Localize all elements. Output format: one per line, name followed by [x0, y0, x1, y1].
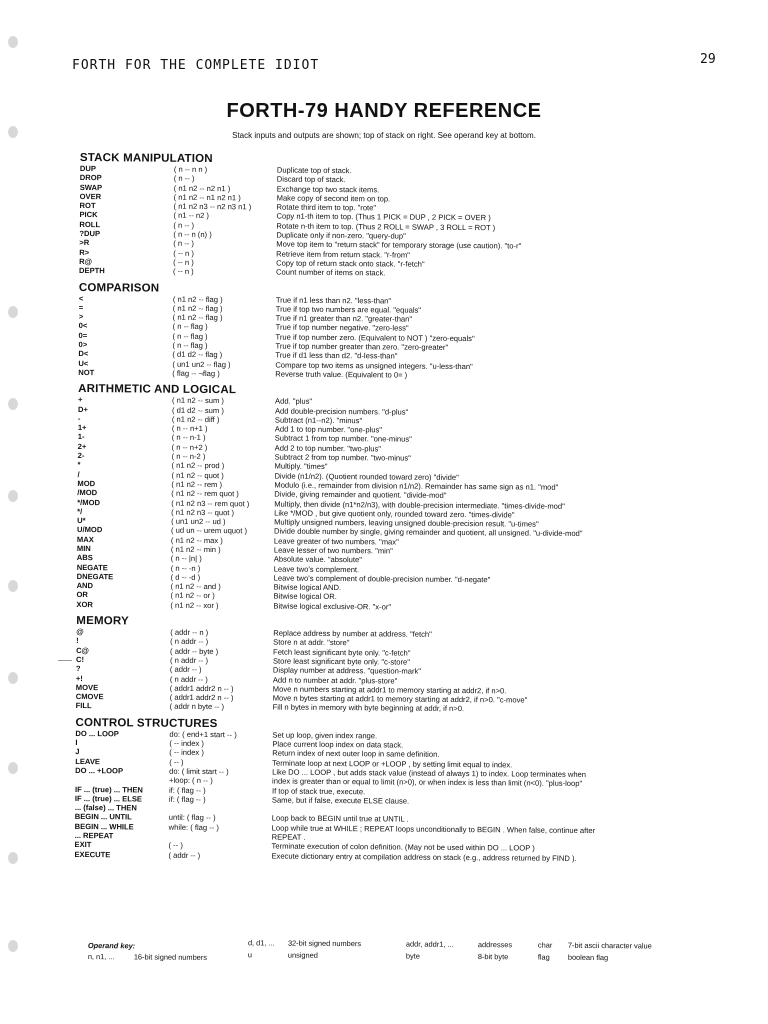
entry-word: J — [75, 747, 80, 757]
key-n-desc: 16-bit signed numbers — [133, 952, 208, 962]
entry-word: + — [78, 395, 83, 405]
entry-description: Add 1 to top number. "one-plus" — [274, 424, 383, 435]
entry-stack-effect: ( addr1 addr2 n -- ) — [169, 692, 234, 703]
section-title: STACK MANIPULATION — [79, 152, 213, 166]
key-byte-desc: 8-bit byte — [477, 952, 509, 962]
entry-description: index is greater than or equal to limit (n>0), or when index is less than limit (n<0). "plus-loop" — [272, 776, 583, 789]
entry-description: Exchange top two stack items. — [276, 184, 380, 194]
punch-hole — [8, 762, 18, 774]
entry-stack-effect: ( n1 n2 -- xor ) — [170, 600, 219, 610]
entry-stack-effect: do: ( limit start -- ) — [169, 766, 229, 777]
entry-description: Leave two's complement. — [273, 564, 360, 574]
entry-stack-effect: ( n1 n2 -- or ) — [170, 591, 215, 601]
entry-stack-effect: ( n1 n2 -- diff ) — [171, 414, 220, 424]
entry-description: Multiply. "times" — [274, 461, 328, 472]
entry-stack-effect: ( n1 n2 -- and ) — [170, 581, 221, 592]
entry-stack-effect: ( -- ) — [168, 841, 183, 851]
entry-stack-effect: ( n -- ) — [173, 220, 195, 230]
punch-hole — [8, 672, 18, 684]
entry-description: Rotate n-th item to top. (Thus 2 ROLL = SWAP , 3 ROLL = ROT ) — [276, 221, 496, 233]
entry-word: OVER — [79, 191, 102, 202]
entry-description: Multiply, then divide (n1*n2/n3), with double-precision intermediate. "times-divide-mod" — [274, 499, 565, 511]
entry-word: /MOD — [77, 488, 98, 498]
entry-word: +! — [75, 673, 83, 683]
entry-description: Move top item to "return stack" for temporary storage (use caution). "to-r" — [276, 239, 522, 251]
entry-description: Divide double number by single, giving remainder and quotient, all unsigned. "u-divide-mod" — [273, 526, 583, 539]
entry-stack-effect: ( n1 n2 n3 -- rem quot ) — [171, 498, 250, 508]
entry-word: @ — [76, 627, 84, 637]
entry-description: Add 2 to top number. "two-plus" — [274, 443, 381, 454]
section — [74, 717, 695, 864]
entry-word: OR — [76, 590, 88, 600]
entry-stack-effect: ( addr1 addr2 n -- ) — [169, 683, 234, 694]
entry-word: NEGATE — [76, 562, 108, 572]
entry-word: DNEGATE — [76, 571, 114, 582]
entry-description: Store least significant byte only. "c-store" — [272, 656, 410, 667]
key-u-term: u — [247, 950, 253, 960]
margin-mark — [58, 660, 72, 661]
section-title: CONTROL STRUCTURES — [75, 716, 218, 730]
punch-hole — [8, 306, 18, 318]
entry-word: SWAP — [79, 182, 103, 192]
entry-word: C! — [75, 654, 85, 665]
punch-hole — [8, 36, 18, 48]
entry-word: DO ... +LOOP — [75, 765, 124, 776]
section — [78, 282, 699, 383]
entry-word: U/MOD — [76, 525, 103, 535]
entry-description: Modulo (i.e., remainder from division n1/n2). Remainder has same sign as n1. "mod" — [274, 480, 559, 492]
entry-description: Terminate execution of colon definition. (May not be used within DO ... LOOP ) — [271, 841, 535, 853]
key-char-term: char — [537, 940, 553, 950]
entry-word: DROP — [79, 173, 102, 183]
entry-word: < — [78, 293, 84, 303]
entry-stack-effect: ( n1 n2 -- prod ) — [171, 461, 225, 471]
operand-key — [88, 937, 708, 978]
entry-stack-effect: ( d -- -d ) — [170, 572, 201, 582]
entry-description: Divide (n1/n2). (Quotient rounded toward zero) "divide" — [274, 471, 459, 482]
section-title: COMPARISON — [78, 281, 160, 295]
entry-stack-effect: ( n -- flag ) — [172, 340, 208, 351]
entry-word: 0< — [78, 321, 88, 331]
entry-word: 2+ — [77, 441, 87, 451]
entry-word: DUP — [79, 163, 96, 174]
entry-stack-effect: ( -- index ) — [169, 738, 205, 749]
entry-stack-effect: ( -- n ) — [173, 257, 194, 267]
entry-word: PICK — [79, 210, 98, 220]
entry-word: I — [75, 738, 78, 748]
section — [79, 152, 700, 280]
entry-description: True if top number greater than zero. "zero-greater" — [275, 341, 449, 352]
key-flag-term: flag — [537, 952, 550, 962]
key-addr-desc: addresses — [477, 940, 513, 950]
entry-stack-effect: ( n -- flag ) — [172, 322, 208, 332]
entry-description: Leave greater of two numbers. "max" — [273, 536, 399, 547]
entry-word: BEGIN ... WHILE — [74, 821, 134, 832]
page-title: FORTH-79 HANDY REFERENCE — [226, 100, 542, 122]
entry-description: Move n numbers starting at addr1 to memory starting at addr2, if n>0. — [272, 684, 507, 696]
entry-stack-effect: if: ( flag -- ) — [168, 794, 206, 804]
key-u-desc: unsigned — [287, 950, 318, 960]
entry-stack-effect: ( n addr -- ) — [169, 674, 208, 684]
entry-description: Add double-precision numbers. "d-plus" — [274, 406, 409, 417]
entry-description: Terminate loop at next LOOP or +LOOP , by setting limit equal to index. — [272, 758, 513, 770]
entry-word: ABS — [76, 553, 93, 563]
entry-stack-effect: ( -- index ) — [169, 748, 204, 758]
entry-word: EXIT — [74, 840, 92, 850]
entry-word: */ — [77, 506, 83, 516]
entry-stack-effect: ( n1 n2 n3 -- quot ) — [171, 507, 235, 518]
key-addr-terms: addr, addr1, ... — [405, 939, 454, 949]
entry-description: Subtract 1 from top number. "one-minus" — [274, 433, 412, 445]
entry-stack-effect: ( n -- n-1 ) — [171, 433, 206, 443]
entry-stack-effect: ( addr n byte -- ) — [169, 702, 225, 712]
entry-description: Subtract (n1--n2). "minus" — [274, 415, 363, 426]
entry-stack-effect: ( n1 n2 n3 -- n2 n3 n1 ) — [173, 201, 252, 212]
punch-hole — [8, 580, 18, 592]
entry-description: Retrieve item from return stack. "r-from" — [276, 249, 410, 260]
entry-description: True if top number negative. "zero-less" — [275, 322, 409, 334]
entry-word: MOVE — [75, 682, 99, 693]
entry-stack-effect: ( n1 n2 -- rem quot ) — [171, 488, 239, 499]
operand-key-title: Operand key: — [87, 940, 136, 951]
entry-description: Set up loop, given index range. — [272, 730, 378, 741]
entry-stack-effect: ( d1 d2 -- flag ) — [172, 350, 223, 360]
entry-stack-effect: ( n1 n2 -- max ) — [170, 535, 223, 545]
page-subtitle: Stack inputs and outputs are shown; top of stack on right. See operand key at bottom. — [232, 131, 536, 140]
entry-stack-effect: ( un1 un2 -- ud ) — [171, 516, 226, 527]
entry-description: True if d1 less than d2. "d-less-than" — [275, 350, 398, 361]
entry-word: MOD — [77, 478, 96, 489]
section — [76, 383, 698, 614]
entry-word: IF ... (true) ... THEN — [74, 784, 143, 795]
entry-stack-effect: ( -- n ) — [173, 248, 194, 258]
entry-description: Compare top two items as unsigned integers. "u-less-than" — [275, 360, 473, 371]
entry-stack-effect: ( n -- n-2 ) — [171, 451, 206, 462]
entry-stack-effect: ( n1 n2 -- n1 n2 n1 ) — [173, 192, 241, 203]
entry-description: Discard top of stack. — [276, 174, 346, 185]
entry-stack-effect: ( n -- flag ) — [172, 331, 208, 341]
entry-word: ROT — [79, 201, 96, 211]
entry-description: Fill n bytes in memory with byte beginning at addr, if n>0. — [272, 702, 465, 714]
entry-description: Move n bytes starting at addr1 to memory starting at addr2, if n>0. "c-move" — [272, 693, 528, 705]
entry-word: ?DUP — [79, 229, 101, 239]
entry-description: Absolute value. "absolute" — [273, 554, 362, 565]
entry-stack-effect: until: ( flag -- ) — [168, 813, 216, 823]
entry-word: 1- — [77, 432, 85, 442]
entry-description: Subtract 2 from top number. "two-minus" — [274, 452, 411, 463]
entry-stack-effect: ( n -- n (n) ) — [173, 229, 212, 240]
section-title: MEMORY — [76, 615, 129, 628]
page-number: 29 — [700, 52, 716, 67]
key-n-terms: n, n1, ... — [87, 951, 115, 962]
entry-description: True if top number zero. (Equivalent to NOT ) "zero-equals" — [275, 332, 475, 343]
entry-stack-effect: ( n addr -- ) — [169, 655, 209, 665]
entry-word: BEGIN ... UNTIL — [74, 812, 132, 822]
entry-description: True if n1 less than n2. "less-than" — [275, 295, 392, 306]
entry-description: Divide, giving remainder and quotient. "divide-mod" — [274, 489, 447, 501]
entry-description: Multiply unsigned numbers, leaving unsigned double-precision result. "u-times" — [274, 517, 539, 529]
entry-description: Bitwise logical exclusive-OR. "x-or" — [273, 601, 392, 612]
entry-word: 0= — [78, 330, 88, 340]
entry-word: D< — [78, 349, 89, 359]
entry-word: NOT — [78, 367, 95, 378]
entry-description: Copy top of return stack onto stack. "r-fetch" — [276, 258, 425, 269]
entry-stack-effect: while: ( flag -- ) — [168, 822, 219, 832]
entry-stack-effect: do: ( end+1 start -- ) — [169, 729, 237, 739]
entry-stack-effect: ( n1 n2 -- rem ) — [171, 479, 223, 490]
entry-word: U< — [78, 358, 89, 368]
entry-stack-effect: ( n -- n+1 ) — [171, 423, 208, 434]
entry-description: Place current loop index on data stack. — [272, 739, 404, 750]
entry-word: - — [77, 413, 81, 423]
entry-description: Display number at address. "question-mark" — [272, 665, 422, 676]
entry-description: Replace address by number at address. "fetch" — [273, 628, 432, 639]
entry-word: 2- — [77, 451, 85, 461]
punch-hole — [8, 940, 18, 952]
key-flag-desc: boolean flag — [567, 952, 609, 963]
entry-description: Make copy of second item on top. — [276, 193, 391, 204]
key-char-desc: 7-bit ascii character value — [567, 940, 652, 951]
entry-word: DO ... LOOP — [75, 728, 119, 739]
entry-word: EXECUTE — [74, 849, 111, 859]
entry-word: DEPTH — [79, 266, 105, 276]
entry-stack-effect: ( -- n ) — [173, 267, 194, 277]
entry-word: LEAVE — [75, 756, 101, 766]
entry-description: Add. "plus" — [275, 396, 313, 407]
entry-stack-effect: ( n -- |n| ) — [170, 554, 202, 564]
entry-stack-effect: ( n1 n2 -- flag ) — [172, 312, 223, 323]
key-d-terms: d, d1, ... — [247, 938, 275, 948]
entry-stack-effect: ( n -- ) — [173, 239, 194, 249]
entry-description: Rotate third item to top. "rote" — [276, 202, 377, 213]
entry-word: R@ — [79, 256, 93, 267]
reference-content — [74, 152, 700, 870]
entry-stack-effect: ( n1 n2 -- sum ) — [172, 395, 224, 406]
entry-stack-effect: ( n1 -- n2 ) — [173, 211, 209, 221]
entry-word: ! — [76, 636, 79, 646]
entry-word: CMOVE — [75, 692, 104, 702]
entry-word: > — [78, 312, 84, 322]
entry-word: R> — [79, 247, 90, 257]
entry-description: Store n at addr. "store" — [273, 637, 350, 648]
entry-stack-effect: ( addr -- ) — [168, 850, 201, 860]
entry-stack-effect: ( n -- n+2 ) — [171, 442, 208, 452]
entry-description: Fetch least significant byte only. "c-fetch" — [273, 647, 411, 658]
entry-stack-effect: ( ud un -- urem uquot ) — [170, 526, 248, 536]
entry-description: Duplicate only if non-zero. "query-dup" — [276, 230, 406, 241]
entry-word: = — [78, 302, 84, 312]
entry-description: Return index of next outer loop in same definition. — [272, 748, 440, 760]
entry-word: ROLL — [79, 219, 101, 229]
entry-word: ... (false) ... THEN — [74, 803, 137, 813]
entry-description: Bitwise logical OR. — [273, 592, 337, 602]
entry-word: MAX — [76, 534, 94, 544]
entry-stack-effect: ( n -- ) — [173, 174, 195, 184]
entry-description: Reverse truth value. (Equivalent to 0= ) — [275, 369, 408, 380]
entry-stack-effect: ( n addr -- ) — [170, 637, 209, 647]
entry-word: >R — [79, 238, 90, 248]
entry-stack-effect: ( addr -- ) — [169, 664, 202, 675]
entry-stack-effect: ( flag -- ¬flag ) — [172, 368, 220, 379]
entry-description: Count number of items on stack. — [276, 267, 386, 278]
entry-stack-effect: ( un1 un2 -- flag ) — [172, 359, 231, 369]
entry-word: IF ... (true) ... ELSE — [74, 793, 143, 804]
entry-stack-effect: ( d1 d2 -- sum ) — [171, 405, 224, 415]
entry-description: Loop back to BEGIN until true at UNTIL . — [271, 813, 409, 825]
entry-word: / — [77, 469, 80, 479]
entry-word: U* — [77, 516, 86, 526]
entry-description: Leave two's complement of double-precision number. "d-negate" — [273, 573, 491, 585]
entry-description: Loop while true at WHILE ; REPEAT loops unconditionally to BEGIN . When false, continue after — [271, 823, 596, 835]
entry-stack-effect: ( n1 n2 -- min ) — [170, 544, 221, 555]
entry-description: True if n1 greater than n2. "greater-than" — [275, 313, 413, 324]
entry-stack-effect: ( n1 n2 -- flag ) — [172, 294, 223, 304]
running-header: FORTH FOR THE COMPLETE IDIOT — [72, 58, 320, 73]
key-d-desc: 32-bit signed numbers — [287, 938, 362, 949]
entry-word: D+ — [77, 404, 88, 414]
entry-word: C@ — [76, 645, 90, 655]
entry-word: FILL — [75, 701, 92, 711]
entry-description: Bitwise logical AND. — [273, 582, 342, 593]
entry-stack-effect: ( addr -- n ) — [170, 627, 209, 638]
entry-stack-effect: ( n1 n2 -- n2 n1 ) — [173, 183, 231, 193]
entry-word: 1+ — [77, 423, 87, 433]
entry-stack-effect: if: ( flag -- ) — [168, 785, 206, 795]
entry-stack-effect: ( addr -- byte ) — [170, 646, 219, 656]
entry-stack-effect: +loop: ( n -- ) — [169, 775, 213, 786]
entry-description: Leave lesser of two numbers. "min" — [273, 545, 393, 556]
entry-word: ? — [75, 664, 81, 674]
punch-hole — [8, 852, 18, 864]
entry-word: ... REPEAT — [74, 830, 114, 841]
entry-word: AND — [76, 581, 94, 591]
entry-description: Add n to number at addr. "plus-store" — [272, 675, 398, 686]
entry-stack-effect: ( n1 n2 -- flag ) — [172, 303, 223, 313]
entry-description: True if top two numbers are equal. "equals" — [275, 304, 422, 315]
section-title: ARITHMETIC AND LOGICAL — [78, 383, 237, 397]
entry-description: Same, but if false, execute ELSE clause. — [271, 795, 410, 806]
punch-hole — [8, 398, 18, 410]
entry-word: XOR — [76, 599, 93, 609]
entry-stack-effect: ( n1 n2 -- quot ) — [171, 470, 224, 480]
entry-description: Like DO ... LOOP , but adds stack value (instead of always 1) to index. Loop terminates when — [272, 767, 587, 779]
entry-description: REPEAT . — [271, 832, 306, 842]
entry-word: MIN — [76, 543, 91, 554]
entry-stack-effect: ( n -- n n ) — [173, 164, 208, 174]
entry-word: 0> — [78, 340, 88, 350]
punch-hole — [8, 490, 18, 502]
entry-word: * — [77, 460, 81, 470]
entry-word: */MOD — [77, 497, 101, 507]
entry-stack-effect: ( -- ) — [169, 757, 184, 767]
entry-description: Like */MOD , but give quotient only, rounded toward zero. "times-divide" — [274, 508, 515, 520]
entry-description: If top of stack true, execute. — [271, 786, 366, 796]
entry-description: Duplicate top of stack. — [276, 165, 352, 176]
key-byte-term: byte — [405, 951, 420, 961]
entry-description: Copy n1-th item to top. (Thus 1 PICK = DUP , 2 PICK = OVER ) — [276, 212, 491, 223]
entry-stack-effect: ( n -- -n ) — [170, 563, 201, 573]
section — [76, 615, 697, 716]
entry-description: Execute dictionary entry at compilation address on stack (e.g., address returned by FIND ). — [271, 851, 577, 863]
